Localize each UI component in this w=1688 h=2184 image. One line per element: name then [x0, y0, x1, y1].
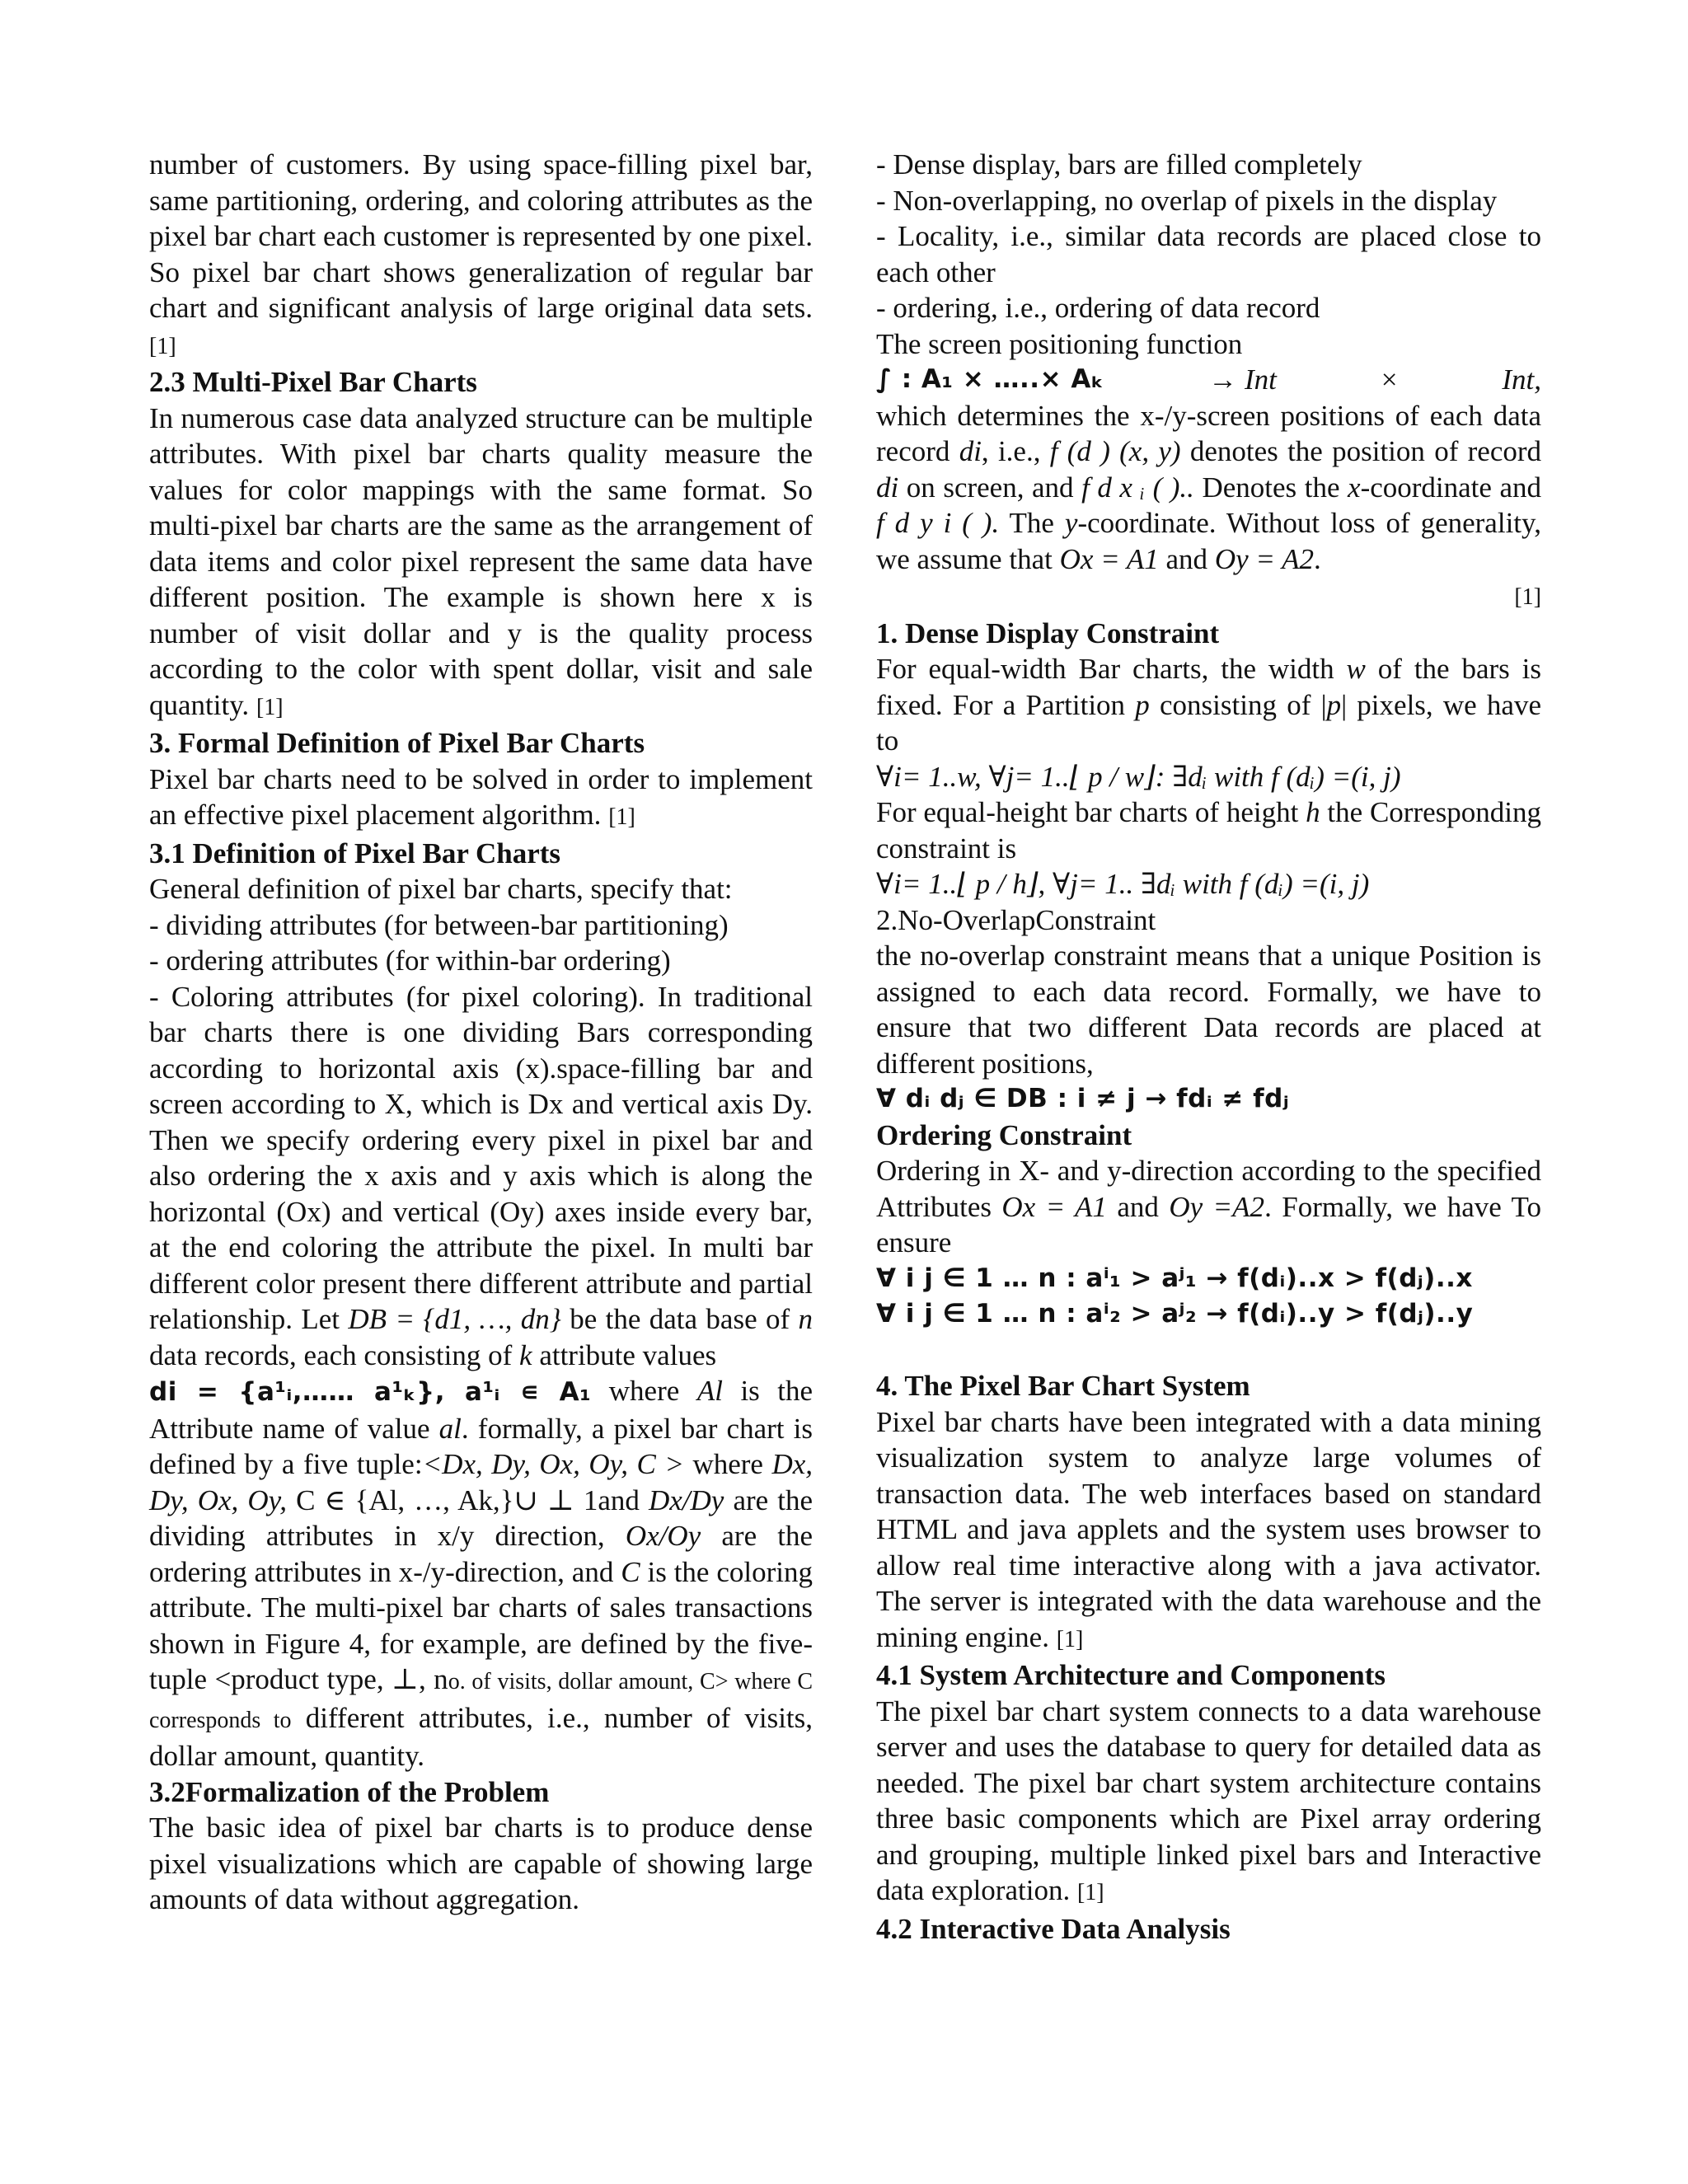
- bullet-dividing: - dividing attributes (for between-bar partitioning): [149, 908, 729, 941]
- text-fragment: consisting of |: [1160, 688, 1327, 721]
- text-fragment: -coordinate. Without loss of generality, we assume that: [876, 507, 1541, 575]
- math-di: di: [959, 435, 982, 467]
- paragraph-3-1-intro: General definition of pixel bar charts, specify that:: [149, 873, 733, 905]
- constraint-ordering-x: ∀ i j ∈ 1 … n : aⁱ₁ > aʲ₁ → f(dᵢ)..x > f(dⱼ)..x: [876, 1263, 1473, 1293]
- database-definition: DB = {d1, …, dn}: [348, 1303, 561, 1335]
- citation: [1]: [1076, 1880, 1104, 1905]
- text-fragment: . Formally, we have To ensure: [876, 1190, 1541, 1258]
- section-3-text: Pixel bar charts need to be solved in order to implement an effective pixel placement algorithm.: [149, 762, 813, 831]
- math-p: p: [1326, 688, 1342, 721]
- text-fragment: The: [1009, 507, 1054, 539]
- constraint-equal-width: ∀i= 1..w, ∀j= 1..⌊ p / w⌋: ∃dᵢ with f (dᵢ) =(i, j): [876, 760, 1401, 793]
- text-fragment: -coordinate and: [1360, 471, 1542, 504]
- heading-no-overlap: 2.No-OverlapConstraint: [876, 903, 1156, 936]
- math-w: w: [1346, 653, 1366, 685]
- citation: [1]: [1056, 1626, 1084, 1652]
- citation-line: [876, 577, 1541, 616]
- five-tuple: <Dx, Dy, Ox, Oy, C >: [422, 1448, 684, 1480]
- math-k: k: [519, 1338, 532, 1371]
- heading-4: 4. The Pixel Bar Chart System: [876, 1370, 1250, 1402]
- math-oy: Oy =A2: [1169, 1190, 1265, 1223]
- paragraph-dense-display: [876, 651, 1541, 759]
- paragraph-equal-height: [876, 794, 1541, 866]
- citation: [1]: [1514, 584, 1541, 610]
- math-dxdy: Dx/Dy: [648, 1483, 724, 1516]
- paragraph-3-2: The basic idea of pixel bar charts is to produce dense pixel visualizations which are capable of showing large amounts of data without aggregation.: [149, 1811, 813, 1915]
- screen-positioning-intro: The screen positioning function: [876, 327, 1243, 360]
- paragraph-4: [876, 1404, 1541, 1658]
- text-fragment: where: [692, 1448, 763, 1480]
- requirement-dense: - Dense display, bars are filled completely: [876, 148, 1362, 180]
- text-fragment: attribute values: [539, 1338, 717, 1371]
- positioning-function: [876, 362, 1541, 398]
- heading-3: 3. Formal Definition of Pixel Bar Charts: [149, 727, 645, 759]
- math-y: y: [1064, 507, 1078, 539]
- section-4-text: Pixel bar charts have been integrated with a data mining visualization system to analyze large volumes of transaction data. The web interfaces based on standard HTML and java applets and the system uses browser to allow real time interactive along with a java activator. The server is integrated with the data warehouse and the mining engine.: [876, 1405, 1541, 1653]
- text-fragment: and: [1165, 542, 1208, 575]
- math-h: h: [1306, 796, 1320, 828]
- math-ox-a1: Ox = A1: [1059, 542, 1159, 575]
- heading-ordering-constraint: Ordering Constraint: [876, 1118, 1132, 1151]
- paragraph-intro: [149, 147, 813, 364]
- coloring-text: - Coloring attributes (for pixel coloring). In traditional bar charts there is one dividing Bars corresponding according to horizontal axis (x).space-filling bar and screen according to X, which is Dx and vertical axis Dy. Then we specify ordering every pixel in pixel bar and also ordering the x axis and y axis which is along the horizontal (Ox) and vertical (Oy) axes inside every bar, at the end coloring the attribute the pixel. In multi bar different color present there different attribute and partial relationship. Let: [149, 980, 813, 1335]
- text-fragment: For equal-height bar charts of height: [876, 796, 1299, 828]
- text-fragment: are the dividing attributes in x/y direction,: [149, 1483, 814, 1552]
- requirement-locality: - Locality, i.e., similar data records are placed close to each other: [876, 220, 1541, 288]
- heading-4-1: 4.1 System Architecture and Components: [876, 1659, 1386, 1691]
- text-fragment: of the bars is fixed. For a Partition: [876, 653, 1542, 721]
- right-column: [876, 147, 1541, 1947]
- math-p: p: [1135, 688, 1150, 721]
- formula-di: di = {a¹ᵢ,…… a¹ₖ}, a¹ᵢ ∊ A₁: [149, 1377, 592, 1407]
- text-fragment: and: [1117, 1190, 1159, 1223]
- math-fdy: f d y i ( ).: [876, 507, 1000, 539]
- math-n: n: [798, 1303, 814, 1335]
- heading-4-2: 4.2 Interactive Data Analysis: [876, 1912, 1231, 1945]
- text-fragment: , i.e.,: [981, 435, 1041, 467]
- text-fragment: | pixels, we have to: [876, 688, 1541, 757]
- spacer: [876, 1333, 1541, 1369]
- paragraph-3-1-body: [149, 979, 813, 1774]
- text-fragment: Denotes the: [1202, 471, 1340, 504]
- text-fragment: where: [608, 1375, 680, 1407]
- math-al: Al: [696, 1375, 723, 1407]
- arrow-int: → Int: [1208, 363, 1277, 396]
- math-c-in: C ∈ {Al, …, Ak,}∪ ⊥ 1and: [296, 1483, 640, 1516]
- math-fd: f (d ) (x, y): [1049, 435, 1181, 467]
- citation: [1]: [608, 804, 635, 830]
- section-2-3-text: In numerous case data analyzed structure can be multiple attributes. With pixel bar charts quality measure the values for color mappings with the same format. So multi-pixel bar charts are the same as the arrangement of data items and color pixel represent the same data have different position. The example is shown here x is number of visit dollar and y is the quality process according to the color with spent dollar, visit and sale quantity.: [149, 401, 813, 721]
- constraint-no-overlap: ∀ dᵢ dⱼ ∈ DB : i ≠ j → fdᵢ ≠ fdⱼ: [876, 1084, 1290, 1113]
- math-fdx: f d x ᵢ ( )..: [1081, 471, 1194, 504]
- text-fragment: which determines the x-/y-screen positions of each data record: [876, 399, 1541, 467]
- paragraph-positioning: which determines the x-/y-screen positions of each data record di, i.e., f (d ) (x, y) denotes the position of record di on screen, and f d x ᵢ ( ).. Denotes the x-coordinate and f d y i ( ). The y-coordinate. Without loss of generality, we assume that Ox = A1 and Oy = A2.: [876, 399, 1542, 575]
- math-ox: Ox = A1: [1001, 1190, 1107, 1223]
- text-fragment: is the Attribute name of value: [149, 1375, 814, 1445]
- bullet-ordering: - ordering attributes (for within-bar ordering): [149, 944, 671, 977]
- times-symbol: ×: [1381, 363, 1398, 396]
- text-fragment: different attributes, i.e., number of visits, dollar amount, quantity.: [149, 1701, 814, 1772]
- math-oy-a2: Oy = A2: [1214, 542, 1314, 575]
- paragraph-ordering: [876, 1153, 1541, 1261]
- math-al-lower: al: [438, 1412, 462, 1445]
- constraint-ordering-y: ∀ i j ∈ 1 … n : aⁱ₂ > aʲ₂ → f(dᵢ)..y > f(dⱼ)..y: [876, 1299, 1474, 1329]
- math-oxoy: Ox/Oy: [625, 1520, 701, 1552]
- constraint-equal-height: ∀i= 1..⌊ p / h⌋, ∀j= 1.. ∃dᵢ with f (dᵢ) =(i, j): [876, 868, 1370, 900]
- paragraph-3: [149, 762, 813, 836]
- section-4-1-text: The pixel bar chart system connects to a data warehouse server and uses the database to query for detailed data as needed. The pixel bar chart system architecture contains three basic components which are Pixel array ordering and grouping, multiple linked pixel bars and Interactive data exploration.: [876, 1694, 1541, 1906]
- text-fragment: be the data base of: [570, 1303, 790, 1335]
- text-fragment: on screen, and: [906, 471, 1074, 504]
- function-signature: ∫ : A₁ × …..× Aₖ: [876, 364, 1104, 394]
- citation: [1]: [149, 333, 176, 359]
- requirement-ordering: - ordering, i.e., ordering of data record: [876, 292, 1320, 324]
- text-fragment: denotes the position of record: [1189, 435, 1542, 467]
- citation: [1]: [256, 694, 284, 720]
- text-fragment: Ordering in X- and y-direction according to the specified Attributes: [876, 1155, 1541, 1223]
- math-vars: Dx, Dy, Ox, Oy,: [149, 1448, 814, 1516]
- text-fragment: . formally, a pixel bar chart is defined by a five tuple:: [149, 1412, 813, 1480]
- heading-3-2: 3.2Formalization of the Problem: [149, 1775, 550, 1808]
- math-x: x: [1348, 471, 1361, 504]
- text-fragment: data records, each consisting of: [149, 1338, 513, 1371]
- text-fragment: are the ordering attributes in x-/y-direction, and: [149, 1520, 814, 1588]
- math-di: di: [876, 471, 899, 504]
- paragraph-2-3: [149, 401, 813, 726]
- requirement-non-overlap: - Non-overlapping, no overlap of pixels in the display: [876, 184, 1498, 217]
- heading-dense-display: 1. Dense Display Constraint: [876, 616, 1220, 649]
- paragraph-4-1: [876, 1694, 1541, 1911]
- int-label: Int,: [1502, 363, 1541, 396]
- text-fragment: For equal-width Bar charts, the width: [876, 653, 1334, 685]
- small-text: o. of visits, dollar amount, C> where C corresponds to: [149, 1669, 814, 1733]
- text-fragment: is the coloring attribute. The multi-pixel bar charts of sales transactions shown in Figure 4, for example, are defined by the five-tuple <product type, ⊥, n: [149, 1555, 813, 1695]
- math-c: C: [621, 1555, 640, 1588]
- left-column: [149, 147, 813, 1918]
- paragraph-no-overlap: the no-overlap constraint means that a unique Position is assigned to each data record. Formally, we have to ensure that two different Data records are placed at different positions,: [876, 940, 1541, 1080]
- intro-text: number of customers. By using space-filling pixel bar, same partitioning, ordering, and coloring attributes as the pixel bar chart each customer is represented by one pixel. So pixel bar chart shows generalization of regular bar chart and significant analysis of large original data sets.: [149, 148, 813, 324]
- text-fragment: the Corresponding constraint is: [876, 796, 1541, 865]
- heading-3-1: 3.1 Definition of Pixel Bar Charts: [149, 837, 561, 869]
- heading-2-3: 2.3 Multi-Pixel Bar Charts: [149, 366, 477, 398]
